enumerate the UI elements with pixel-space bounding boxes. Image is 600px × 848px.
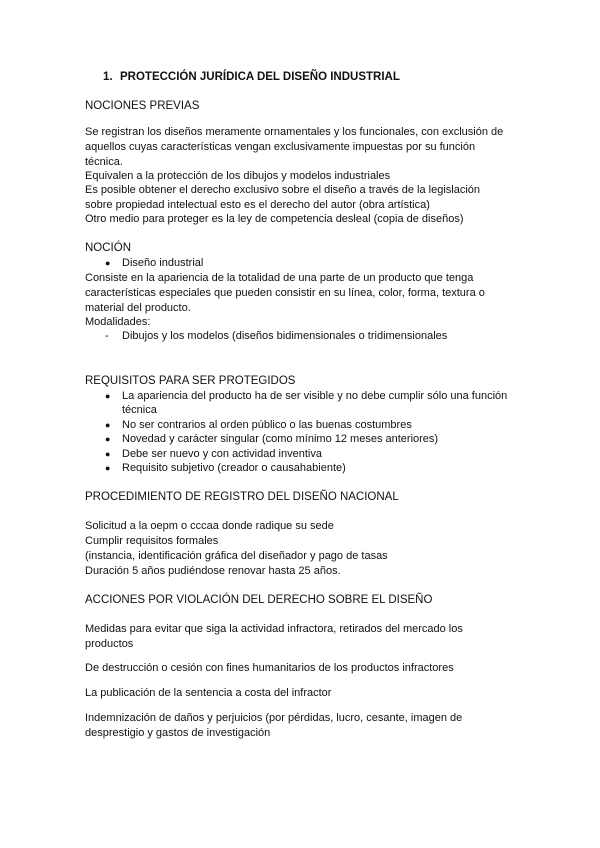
bullet-item: Diseño industrial bbox=[122, 257, 204, 269]
bullet-item: Novedad y carácter singular (como mínimo 12 meses anteriores) bbox=[122, 433, 439, 445]
bullet-item-continuation: técnica bbox=[122, 404, 157, 416]
bullet-icon: ● bbox=[105, 420, 111, 430]
paragraph-line: desprestigio y gastos de investigación bbox=[85, 727, 271, 739]
paragraph-line: Indemnización de daños y perjuicios (por pérdidas, lucro, cesante, imagen de bbox=[85, 712, 463, 724]
paragraph-line: técnica. bbox=[85, 156, 123, 168]
modalidades-label: Modalidades: bbox=[85, 316, 151, 328]
section-title-procedimiento: PROCEDIMIENTO DE REGISTRO DEL DISEÑO NACIONAL bbox=[85, 491, 399, 503]
paragraph-line: Consiste en la apariencia de la totalidad de una parte de un producto que tenga bbox=[85, 272, 474, 284]
paragraph-line: Medidas para evitar que siga la actividad infractora, retirados del mercado los bbox=[85, 623, 463, 635]
page-title: PROTECCIÓN JURÍDICA DEL DISEÑO INDUSTRIAL bbox=[120, 71, 400, 83]
paragraph-line: De destrucción o cesión con fines humanitarios de los productos infractores bbox=[85, 662, 454, 674]
section-title-nocion: NOCIÓN bbox=[85, 242, 131, 254]
paragraph-line: productos bbox=[85, 638, 134, 650]
section-title-acciones: ACCIONES POR VIOLACIÓN DEL DERECHO SOBRE EL DISEÑO bbox=[85, 594, 433, 606]
bullet-icon: ● bbox=[105, 391, 111, 401]
paragraph-line: (instancia, identificación gráfica del diseñador y pago de tasas bbox=[85, 550, 388, 562]
bullet-icon: ● bbox=[105, 258, 111, 268]
bullet-item: La apariencia del producto ha de ser visible y no debe cumplir sólo una función bbox=[122, 390, 508, 402]
bullet-item: Requisito subjetivo (creador o causahabiente) bbox=[122, 462, 346, 474]
bullet-icon: ● bbox=[105, 463, 111, 473]
paragraph-line: Solicitud a la oepm o cccaa donde radique su sede bbox=[85, 520, 334, 532]
paragraph-line: características especiales que pueden consistir en su línea, color, forma, textura o bbox=[85, 287, 485, 299]
paragraph-line: Duración 5 años pudiéndose renovar hasta 25 años. bbox=[85, 565, 341, 577]
paragraph-line: Es posible obtener el derecho exclusivo sobre el diseño a través de la legislación bbox=[85, 184, 481, 196]
paragraph-line: aquellos cuyas características vengan exclusivamente impuestas por su función bbox=[85, 141, 476, 153]
paragraph-line: material del producto. bbox=[85, 302, 191, 314]
section-title-nociones-previas: NOCIONES PREVIAS bbox=[85, 100, 200, 112]
bullet-icon: ● bbox=[105, 449, 111, 459]
bullet-item: No ser contrarios al orden público o las buenas costumbres bbox=[122, 419, 412, 431]
paragraph-line: La publicación de la sentencia a costa del infractor bbox=[85, 687, 332, 699]
bullet-icon: ● bbox=[105, 434, 111, 444]
dash-icon: - bbox=[105, 330, 109, 342]
paragraph-line: Otro medio para proteger es la ley de competencia desleal (copia de diseños) bbox=[85, 213, 464, 225]
heading-number: 1. bbox=[103, 71, 113, 83]
bullet-item: Debe ser nuevo y con actividad inventiva bbox=[122, 448, 322, 460]
paragraph-line: Equivalen a la protección de los dibujos y modelos industriales bbox=[85, 170, 391, 182]
dash-item: Dibujos y los modelos (diseños bidimensionales o tridimensionales bbox=[122, 330, 448, 342]
section-title-requisitos: REQUISITOS PARA SER PROTEGIDOS bbox=[85, 375, 296, 387]
paragraph-line: Cumplir requisitos formales bbox=[85, 535, 219, 547]
paragraph-line: Se registran los diseños meramente ornamentales y los funcionales, con exclusión de bbox=[85, 126, 504, 138]
paragraph-line: sobre propiedad intelectual esto es el derecho del autor (obra artística) bbox=[85, 199, 430, 211]
